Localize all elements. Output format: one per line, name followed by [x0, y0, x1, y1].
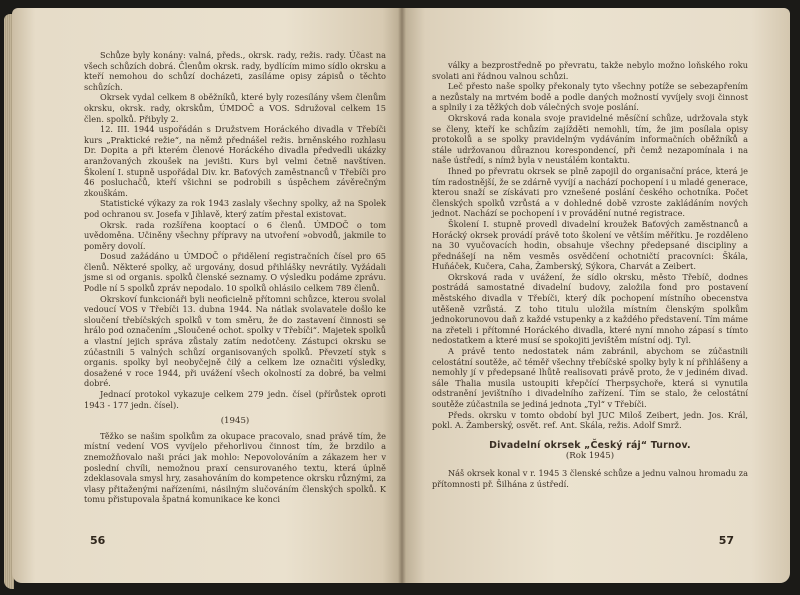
section-subheading: (Rok 1945) — [565, 451, 615, 462]
paragraph: Ihned po převratu okrsek se plně zapojil do organisační práce, která je tím radostnější, že se zdárně vyvíjí a nachází pochopení i u mladé generace, kterou snaží se získávati pro vznešené poslání českého ochotníka. Počet členských spolků vzrůstá a v dohledné době vzroste zakládáním nových jednot. Nachází se pochopení i v provádění nutné registrace. — [432, 165, 748, 219]
paragraph: Okrskoví funkcionáři byli neoficielně přítomni schůzce, kterou svolal vedoucí VOS v Třebíči 13. dubna 1944. Na nátlak svolavatele došlo ke sloučení třebíčských spolků v tom směru, že do zastavení činnosti se hrálo pod označením „Sloučené ochot. spolky v Třebíči“. Majetek spolků a vlastní jejich správa zůstaly zatím nedotčeny. Zástupci okrsku se zúčastnili 5 valných schůzí organisovaných spolků. Převzetí styk s organis. spolky byl neobyčejně čilý a celkem lze označiti výsledky, dosažené v roce 1944, při uvážení všech okolností za dobré, ba velmi dobré. — [84, 293, 386, 389]
page-number-left: 56 — [90, 534, 106, 547]
paragraph: A právě tento nedostatek nám zabránil, abychom se zúčastnili celostátní soutěže, ač téměř všechny třebíčské spolky byly k ní přihlášeny a nemohly jí v předepsané lhůtě realisovati právě proto, že v jediném divad. sále Thalia musila ustoupiti křepčící Therpsychoře, která si vynutila odstranění jevištního i divadelního zařízení. Tím se stalo, že celostátní soutěže zúčastnila se jediná jednota „Tyl“ v Třebíči. — [432, 346, 748, 409]
paragraph: Těžko se našim spolkům za okupace pracovalo, snad právě tím, že místní vedení VOS vyvíjelo přehorlivou činnost tím, že brzdilo a znemožňovalo naši práci jak mohlo: Nepovolováním a zákazem her v poslední chvíli, nemožnou praxí censurovaného textu, která úplně zdeklasovala smysl hry, zasahováním do kompetence okrsku různými, za vlasy přitaženými nařízeními, násilným slučováním členských spolků. K tomu přistupovala špatná komunikace ke konci — [84, 430, 386, 505]
section-heading: Divadelní okrsek „Český ráj“ Turnov. — [489, 439, 691, 451]
paragraph: 12. III. 1944 uspořádán s Družstvem Horáckého divadla v Třebíči kurs „Praktické režie“, na němž přednášel režis. brněnského rozhlasu Dr. Dopita a při kterém členové Horáckého divadla předvedli ukázky aranžovaných zkoušek na jevišti. Kurs byl velmi četně navštíven. Školení I. stupně uspořádal Div. kr. Baťových zaměstnanců v Třebíči pro 46 posluchačů, kteří všichni se podrobili s úspěchem závěrečným zkouškám. — [84, 124, 386, 198]
book-gutter — [398, 8, 406, 583]
paragraph: Schůze byly konány: valná, předs., okrsk. rady, režis. rady. Účast na všech schůzích dobrá. Členům okrsk. rady, bydlícím mimo sídlo okrsku a kteří nemohou do schůzí docházeti, zasíláme opisy zápisů o těchto schůzích. — [84, 50, 386, 92]
paragraph: Leč přesto naše spolky překonaly tyto všechny potíže se sebezapřením a nezůstaly na mrtvém bodě a podle daných možností vyvíjely svoji činnost a splnily i za těžkých dob válečných svoje poslání. — [432, 81, 748, 113]
paragraph: Okrsková rada v uvážení, že sídlo okrsku, město Třebíč, dodnes postrádá samostatné divadelní budovy, založila fond pro postavení městského divadla v Třebíči, který dík pochopení místního obecenstva utěšeně vzrůstá. Z toho titulu uložila místním členským spolkům jednokorunovou daň z každé vstupenky a z každého představení. Tím máme na zřeteli i přítomné Horáckého divadla, které nyní mnoho zápasí s tímto nedostatkem a které musí se spokojiti jevištěm místní odj. Tyl. — [432, 271, 748, 346]
right-page-text — [432, 60, 748, 489]
paragraph: Okrsk. rada rozšířena kooptací o 6 členů. ÚMDOČ o tom uvědoměna. Učiněny všechny přípravy na utvoření »obvodů, jakmile to poměry dovolí. — [84, 219, 386, 251]
paragraph: Statistické výkazy za rok 1943 zaslaly všechny spolky, až na Spolek pod ochranou sv. Josefa v Jihlavě, který zatím přestal existovat. — [84, 198, 386, 219]
left-page — [12, 8, 402, 583]
paragraph: Jednací protokol vykazuje celkem 279 jedn. čísel (přírůstek oproti 1943 - 177 jedn. čísel). — [84, 389, 386, 410]
paragraph: Náš okrsek konal v r. 1945 3 členské schůze a jednu valnou hromadu za přítomnosti př. Šilhána z ústředí. — [432, 467, 748, 489]
paragraph: Okrsek vydal celkem 8 oběžníků, které byly rozesílány všem členům okrsku, okrsk. rady, okrskům, ÚMDOČ a VOS. Sdružoval celkem 15 člen. spolků. Přibyly 2. — [84, 92, 386, 124]
paragraph: Školení I. stupně provedl divadelní kroužek Baťových zaměstnanců a Horácký okrsek provádí právě toto školení ve větším měřítku. Je rozděleno na 30 vyučovacích hodin, obsahuje všechny předepsané discipliny a přednášejí na něm vesměs osvědčení ochotničtí pracovníci: Škála, Huňáček, Kučera, Caha, Žamberský, Sýkora, Charvát a Zeibert. — [432, 218, 748, 272]
paragraph: Okrsková rada konala svoje pravidelné měsíční schůze, udržovala styk se členy, kteří ke schůzím zajížděti nemohli, tím, že jim posílala opisy protokolů a se spolky pravidelným vydáváním informačních oběžníků a stále udržovanou důraznou korespondencí, při čemž nezapomínala i na naše ústředí, s nímž byla v neustálém kontaktu. — [432, 112, 748, 166]
paragraph: Předs. okrsku v tomto období byl JUC Miloš Zeibert, jedn. Jos. Král, pokl. A. Žamberský, osvět. ref. Ant. Skála, režis. Adolf Smrž. — [432, 409, 748, 431]
paragraph: Dosud zažádáno u ÚMDOČ o přidělení registračních čísel pro 65 členů. Některé spolky, ač urgovány, dosud přihlášky nevrátily. Vyžádali jsme si od organis. spolků členské seznamy. O výsledku podáme zprávu. Podle ní 5 spolků zpráv nepodalo. 10 spolků ohlásilo celkem 789 členů. — [84, 251, 386, 294]
page-number-right: 57 — [718, 534, 734, 547]
left-page-text — [84, 50, 386, 505]
right-page — [402, 8, 790, 583]
year-mark: (1945) — [220, 416, 250, 427]
paragraph: války a bezprostředně po převratu, takže nebylo možno loňského roku svolati ani řádnou valnou schůzi. — [432, 60, 748, 81]
